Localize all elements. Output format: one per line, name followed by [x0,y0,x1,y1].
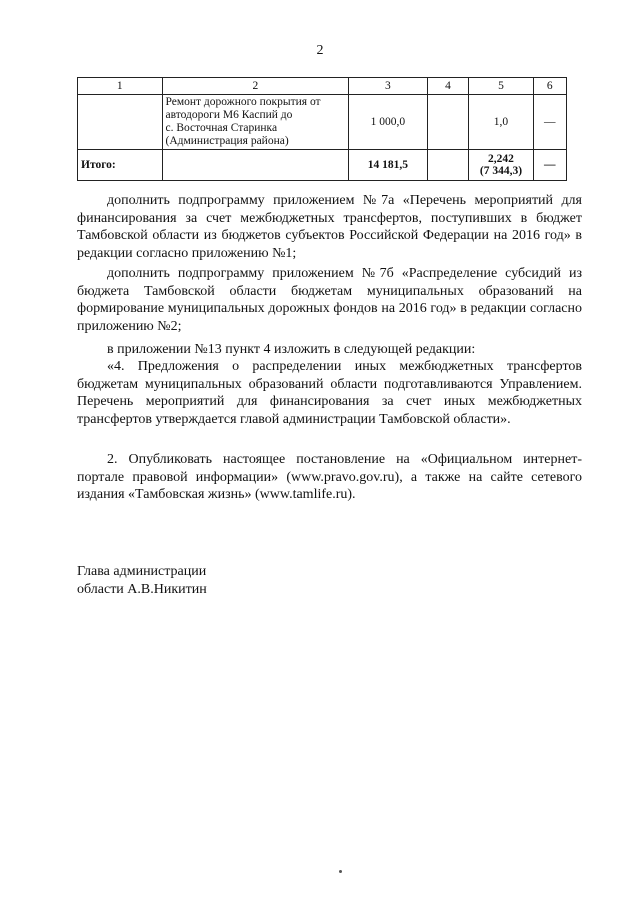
table-header-row [78,78,567,95]
row-cell-1 [78,95,163,150]
paragraph-appendix-13: в приложении №13 пункт 4 изложить в следующей редакции: [107,342,476,357]
budget-table [77,77,567,181]
total-empty-cell [162,150,349,181]
total-amount: 14 181,5 [349,150,427,181]
header-col-1: 1 [78,78,163,95]
description-line: с. Восточная Старинка [165,122,278,134]
total-length [469,150,533,181]
signature-name: области А.В.Никитин [77,581,207,597]
signature-title: Глава администрации [77,564,207,579]
header-col-6: 6 [533,78,566,95]
total-cell-4 [427,150,469,181]
header-col-2: 2 [162,78,349,95]
paragraph-item-4: «4. Предложения о распределении иных межбюджетных трансфертов бюджетам муниципальных образований области подготавливаются Управлением. Перечень мероприятий для финансирования за счет иных межбюджетных трансфертов утверждается главой администрации Тамбовской области». [77,359,582,427]
row-dash: — [533,95,566,150]
header-col-5: 5 [469,78,533,95]
row-cell-4 [427,95,469,150]
total-label: Итого: [78,150,163,181]
header-col-4: 4 [427,78,469,95]
header-col-3: 3 [349,78,427,95]
paragraph-appendix-7b: дополнить подпрограмму приложением №7б «Распределение субсидий из бюджета Тамбовской области бюджетам муниципальных образований на формирование муниципальных дорожных фондов на 2016 год» в редакции согласно приложению №2; [77,266,582,334]
description-line: автодороги М6 Каспий до [165,109,293,121]
description-line: Ремонт дорожного покрытия от [165,96,321,108]
row-length: 1,0 [469,95,533,150]
scan-speck [339,870,342,873]
signature-block [77,563,207,598]
paragraph-appendix-7a: дополнить подпрограмму приложением №7а «Перечень мероприятий для финансирования за счет межбюджетных трансфертов, поступивших в бюджет Тамбовской области из бюджетов субъектов Российской Федерации на 2016 год» в редакции согласно приложению №1; [77,193,582,261]
table-row [78,95,567,150]
total-row [78,150,567,181]
row-description [162,95,349,150]
row-amount: 1 000,0 [349,95,427,150]
page-number: 2 [316,43,324,58]
paragraph-publish: 2. Опубликовать настоящее постановление на «Официальном интернет-портале правовой информации» (www.pravo.gov.ru), а также на сайте сетевого издания «Тамбовская жизнь» (www.tamlife.ru). [77,452,582,502]
total-dash: — [533,150,566,181]
total-length-value: 2,242 [488,153,514,165]
total-length-secondary: (7 344,3) [479,165,523,177]
description-line: (Администрация района) [165,135,289,147]
